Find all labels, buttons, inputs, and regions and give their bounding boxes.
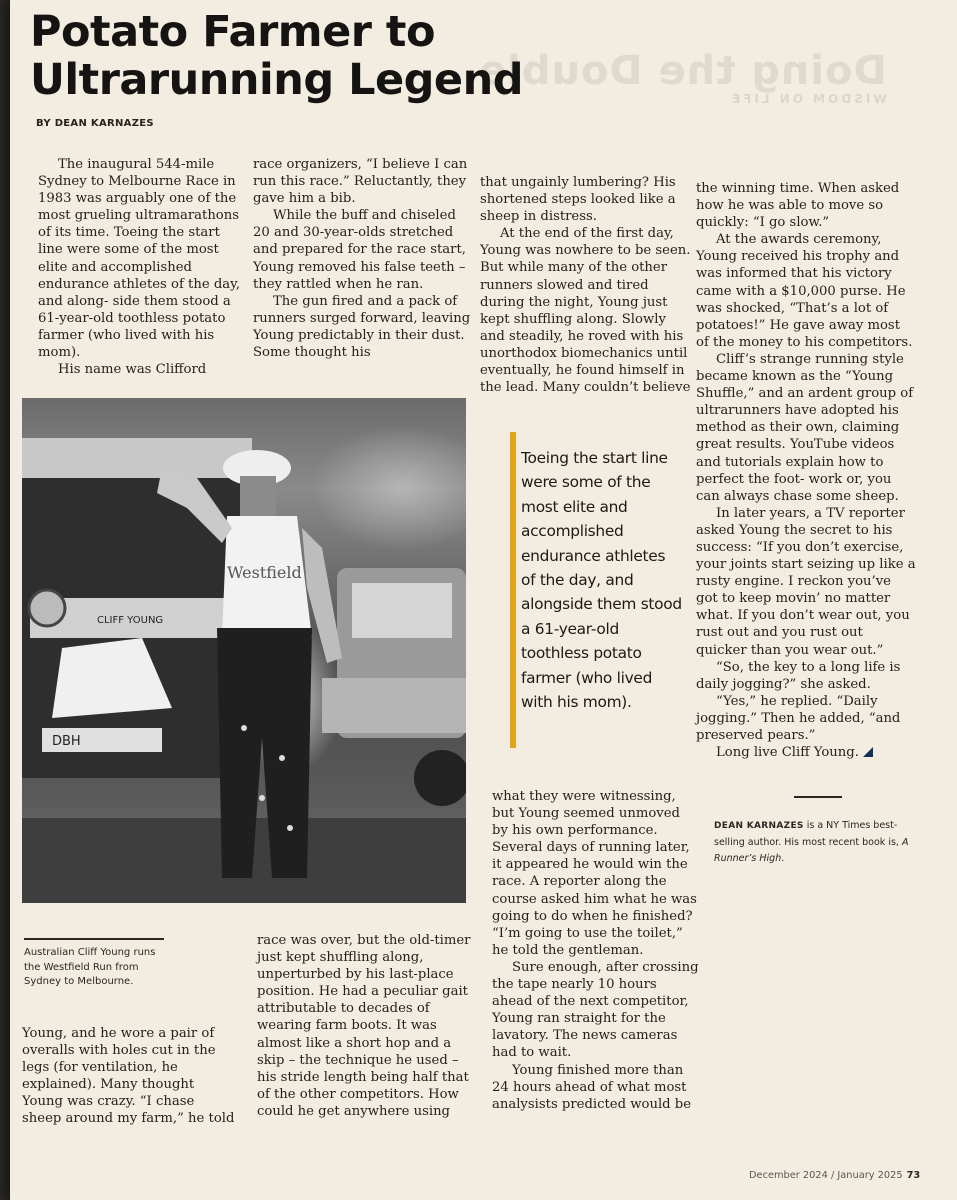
title-line-2: Ultrarunning Legend	[30, 55, 523, 105]
col4-paragraph-2: At the awards ceremony, Young received his trophy and was informed that his victory came with a $10,000 purse. He was shocked, “That’s a lot of potatoes!” He gave away most of the money to his competitors.	[696, 232, 913, 350]
page-folio	[749, 1170, 939, 1181]
vehicle-sign: CLIFF YOUNG	[97, 615, 164, 626]
col2-paragraph-3: The gun fired and a pack of runners surged forward, leaving Young predictably in their dust. Some thought his	[253, 293, 471, 361]
magazine-page	[10, 0, 957, 1200]
shirt-text: Westfield	[227, 563, 302, 582]
issue-date: December 2024 / January 2025	[749, 1170, 903, 1181]
photo-caption: Australian Cliff Young runs the Westfield Run from Sydney to Melbourne.	[24, 947, 156, 987]
col4-paragraph-1: the winning time. When asked how he was able to move so quickly: “I go slow.”	[696, 181, 900, 231]
column-1-top	[38, 156, 243, 378]
article-title	[30, 8, 590, 104]
col2-paragraph-4: race was over, but the old-timer just kept shuffling along, unperturbed by his last-place position. He had a peculiar gait attributable to decades of wearing farm boots. It was almost like a short hop and a skip – the technique he used – his stride length being half that of the other competitors. How could he get anywhere using	[257, 933, 471, 1119]
col2-paragraph-1: race organizers, “I believe I can run this race.” Reluctantly, they gave him a bib.	[253, 157, 468, 207]
bio-end: .	[781, 853, 785, 864]
end-of-article-icon	[863, 747, 873, 757]
photo-cliff-young	[22, 398, 466, 903]
col4-paragraph-3: Cliff’s strange running style became known as the “Young Shuffle,” and an ardent group of ultrarunners have adopted his method as their own, claiming great results. YouTube videos and tutorials explain how to perfect the foot- work or, you can always chase some sheep.	[696, 351, 914, 504]
license-plate: DBH	[52, 734, 81, 749]
col3-paragraph-1: that ungainly lumbering? His shortened steps looked like a sheep in distress.	[480, 175, 676, 225]
column-2-bottom	[257, 932, 474, 1120]
col3-paragraph-5: Young finished more than 24 hours ahead of what most analysists predicted would be	[492, 1062, 692, 1112]
column-1-bottom	[22, 1025, 237, 1128]
col3-paragraph-3: what they were witnessing, but Young seemed unmoved by his own performance. Several days of running later, it appeared he would win the race. A reporter along the course asked him what he was going to do when he finished? “I’m going to use the toilet,” he told the gentleman.	[492, 789, 697, 958]
column-3-top	[480, 174, 692, 396]
bleed-through-text: Doing the Double	[478, 48, 887, 94]
book-title: A Runner’s High	[714, 836, 909, 864]
col4-paragraph-4: In later years, a TV reporter asked Young the secret to his success: “If you don’t exercise, your joints start seizing up like a rusty engine. I reckon you’ve got to keep movin’ no matter what. If you don’t wear out, you rust out and you rust out quicker than you wear out.”	[696, 505, 916, 658]
author-name: DEAN KARNAZES	[714, 821, 804, 831]
byline: BY DEAN KARNAZES	[36, 118, 154, 129]
col2-paragraph-2: While the buff and chiseled 20 and 30-year-olds stretched and prepared for the race start, Young removed his false teeth – they rattled when he ran.	[253, 208, 466, 292]
col1-paragraph-3: Young, and he wore a pair of overalls with holes cut in the legs (for ventilation, he explained). Many thought Young was crazy. “I chase sheep around my farm,” he told	[22, 1026, 235, 1127]
col3-paragraph-2: At the end of the first day, Young was nowhere to be seen. But while many of the other runners slowed and tired during the night, Young just kept shuffling along. Slowly and steadily, he roved with his unorthodox biomechanics until eventually, he found himself in the lead. Many couldn’t believe	[480, 226, 691, 396]
pull-quote: Toeing the start line were some of the most elite and accomplished endurance athletes of the day, and alongside them stood a 61-year-old toothless potato farmer (who lived with his mom).	[510, 432, 682, 748]
col4-paragraph-5: “So, the key to a long life is daily jogging?” she asked.	[696, 659, 901, 692]
photo-illustration	[22, 398, 466, 903]
column-2-top	[253, 156, 471, 361]
bio-rule	[794, 796, 842, 798]
col3-paragraph-4: Sure enough, after crossing the tape nearly 10 hours ahead of the next competitor, Young ran straight for the lavatory. The news cameras had to wait.	[492, 959, 699, 1061]
col4-paragraph-6: “Yes,” he replied. “Daily jogging.” Then he added, “and preserved pears.”	[696, 693, 901, 743]
col1-paragraph-1: The inaugural 544-mile Sydney to Melbourne Race in 1983 was arguably one of the most grueling ultramarathons of its time. Toeing the start line were some of the most elite and accomplished endurance athletes of the day, and along- side them stood a 61-year-old toothless potato farmer (who lived with his mom).	[38, 157, 241, 361]
author-bio	[714, 818, 924, 868]
bio-text: is a NY Times best-selling author. His most recent book is,	[714, 820, 902, 848]
closing-line: Long live Cliff Young.	[716, 745, 859, 761]
column-4	[696, 180, 916, 761]
col4-paragraph-7	[696, 744, 916, 761]
caption-rule	[24, 938, 164, 940]
column-3-bottom	[492, 788, 700, 1113]
page-number: 73	[906, 1170, 921, 1181]
bleed-through-byline: WISDOM ON LIFE	[729, 92, 887, 106]
title-line-1: Potato Farmer to	[30, 7, 436, 57]
col1-paragraph-2: His name was Clifford	[58, 362, 207, 378]
